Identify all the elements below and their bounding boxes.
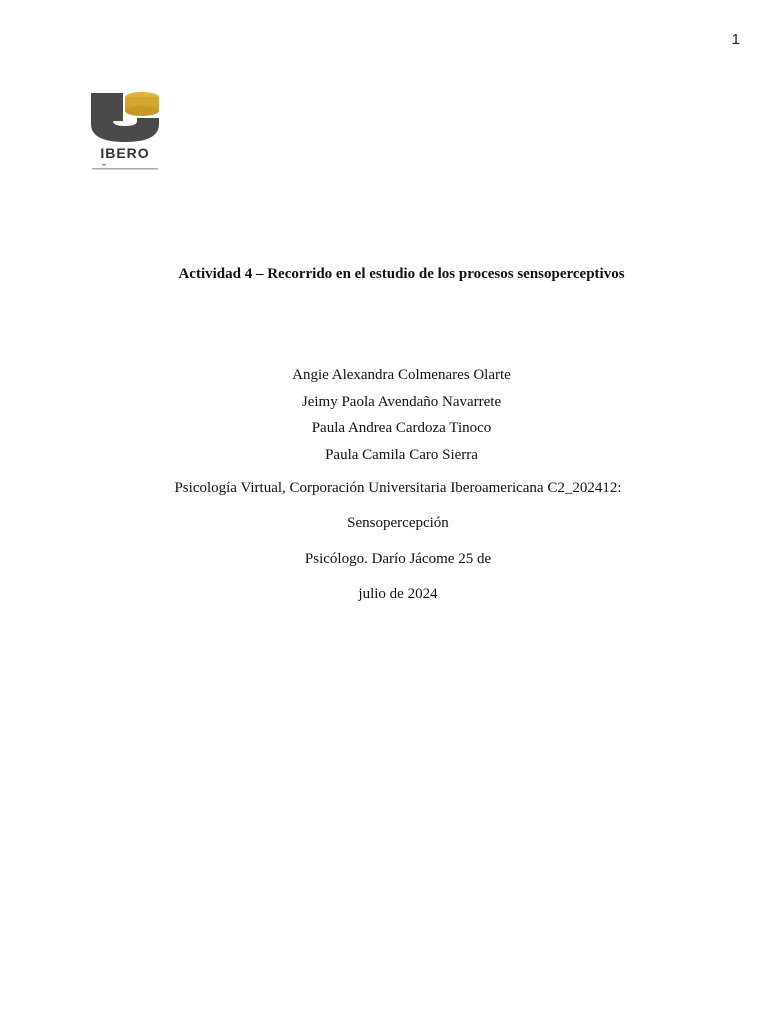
date-line: julio de 2024 (358, 586, 438, 602)
ibero-logo-icon (88, 90, 162, 174)
teacher-line: Psicólogo. Darío Jácome 25 de (304, 551, 492, 567)
page-number: 1 (731, 31, 740, 48)
author-name: Jeimy Paola Avendaño Navarrete (301, 393, 502, 410)
course-name: Sensopercepción (347, 515, 449, 531)
author-name: Paula Camila Caro Sierra (325, 446, 478, 463)
author-name: Paula Andrea Cardoza Tinoco (311, 420, 492, 436)
document-title: Actividad 4 – Recorrido en el estudio de los procesos sensoperceptivos (178, 266, 625, 282)
author-list (0, 362, 768, 468)
author-name: Angie Alexandra Colmenares Olarte (292, 367, 511, 383)
program-line: Psicología Virtual, Corporación Universitaria Iberoamericana C2_202412: (174, 480, 622, 496)
logo-text: IBERO (100, 145, 150, 161)
